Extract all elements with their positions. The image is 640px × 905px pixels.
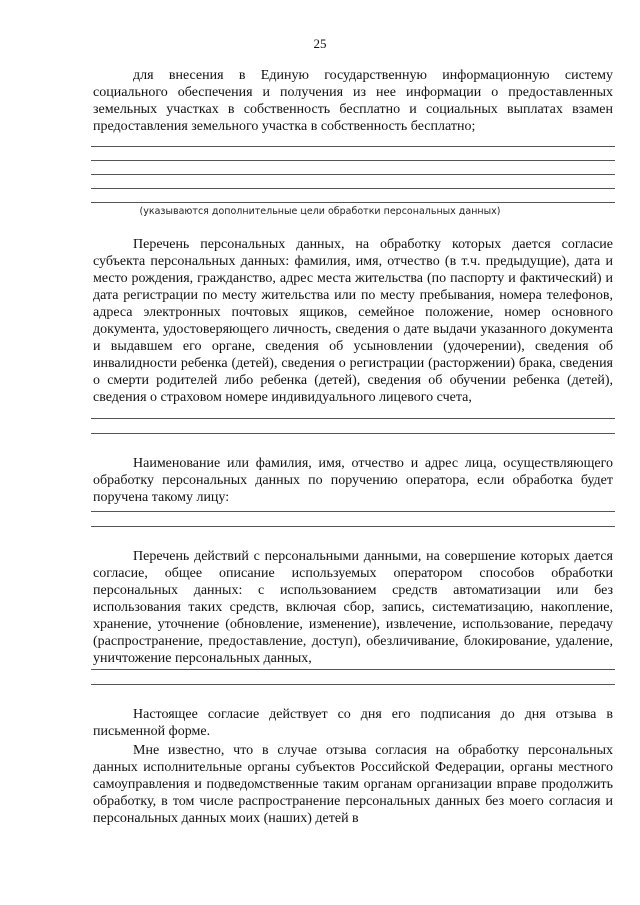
validity-text: Настоящее согласие действует со дня его подписания до дня отзыва в письменной форме. <box>93 707 613 739</box>
withdrawal-text: Мне известно, что в случае отзыва согласия на обработку персональных данных исполнительные органы субъектов Российской Федерации, органы местного самоуправления и подведомственные таким органам организации вправе продолжить обработку, в том числе распространение персональных данных без моего согласия и персональных данных моих (наших) детей в <box>93 743 613 826</box>
blank-line <box>91 202 615 203</box>
personal-data-text: Перечень персональных данных, на обработку которых дается согласие субъекта персональных данных: фамилия, имя, отчество (в т.ч. предыдущие), дата и место рождения, гражданство, адрес места жительства (по паспорту и фактический) и дата регистрации по месту жительства или по месту пребывания, номера телефонов, адреса электронных почтовых ящиков, семейное положение, номер основного документа, удостоверяющего личность, сведения о дате выдачи указанного документа и выдавшем его органе, сведения об усыновлении (удочерении), сведения об инвалидности ребенка (детей), сведения о регистрации (расторжении) брака, сведения о смерти родителей либо ребенка (детей), сведения об обучении ребенка (детей), сведения о страховом номере индивидуального лицевого счета, <box>93 237 613 405</box>
blank-line <box>91 684 615 685</box>
actions-text: Перечень действий с персональными данными, на совершение которых дается согласие, общее описание используемых оператором способов обработки персональных данных: с использованием средств автоматизации или без использования таких средств, включая сбор, запись, систематизацию, накопление, хранение, уточнение (обновление, изменение), извлечение, использование, передачу (распространение, предоставление, доступ), обезличивание, блокирование, удаление, уничтожение персональных данных, <box>93 549 613 666</box>
purpose-caption: (указываются дополнительные цели обработки персональных данных) <box>139 206 501 217</box>
blank-line <box>91 418 615 419</box>
processor-text: Наименование или фамилия, имя, отчество и адрес лица, осуществляющего обработку персональных данных по поручению оператора, если обработка будет поручена такому лицу: <box>93 456 613 505</box>
blank-line <box>91 511 615 512</box>
blank-line <box>91 146 615 147</box>
blank-line <box>91 433 615 434</box>
blank-line <box>91 188 615 189</box>
blank-line <box>91 526 615 527</box>
page-number: 25 <box>313 36 327 51</box>
blank-line <box>91 160 615 161</box>
purpose-text: для внесения в Единую государственную информационную систему социального обеспечения и получения из нее информации о предоставленных земельных участках в собственность бесплатно и социальных выплатах взамен предоставления земельного участка в собственность бесплатно; <box>93 68 613 134</box>
blank-line <box>91 174 615 175</box>
blank-line <box>91 669 615 670</box>
